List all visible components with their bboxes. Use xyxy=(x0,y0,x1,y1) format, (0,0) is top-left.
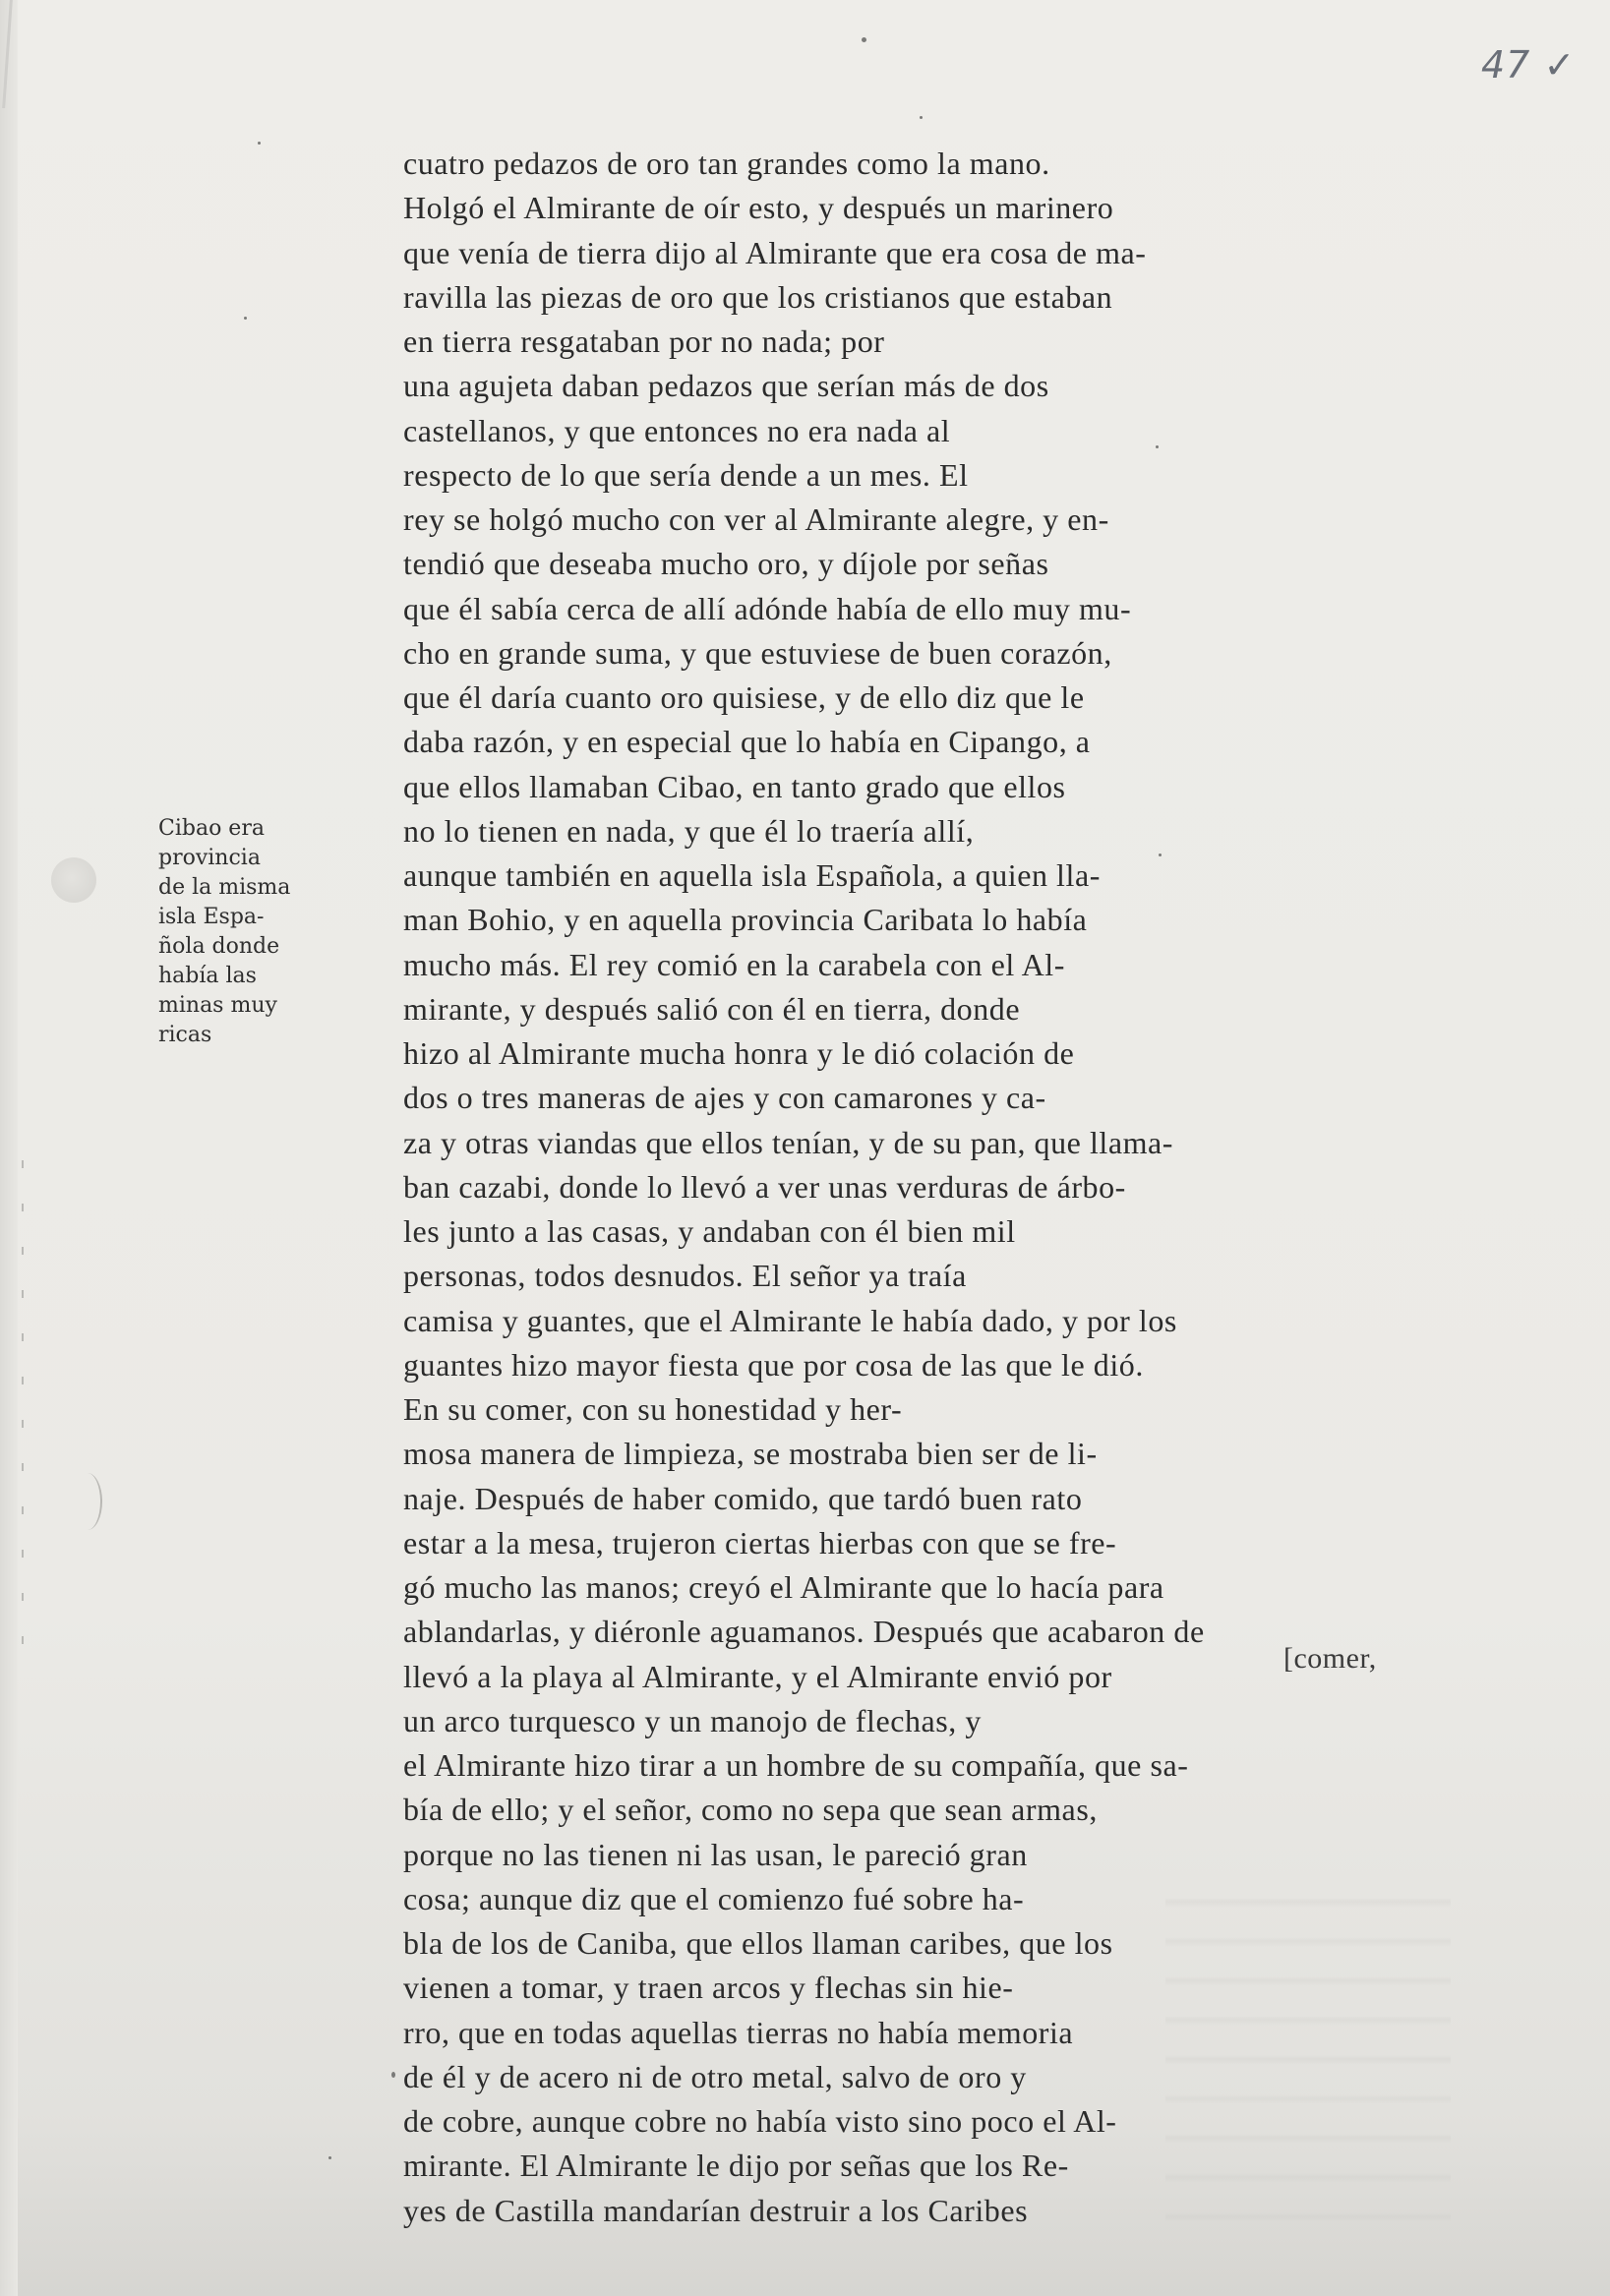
margin-note-line: minas muy xyxy=(158,993,277,1018)
speck xyxy=(391,2072,395,2078)
text-line: guantes hizo mayor fiesta que por cosa de las que le dió. xyxy=(403,1346,1144,1383)
text-line: cosa; aunque diz que el comienzo fué sobre ha- xyxy=(403,1880,1025,1916)
text-line: de él y de acero ni de otro metal, salvo de oro y xyxy=(403,2058,1027,2094)
text-line: rro, que en todas aquellas tierras no había memoria xyxy=(403,2014,1074,2050)
check-mark-icon: ✓ xyxy=(1543,43,1577,87)
text-line: ravilla las piezas de oro que los cristianos que estaban xyxy=(403,278,1113,315)
text-line: mucho más. El rey comió en la carabela con el Al- xyxy=(403,946,1065,982)
text-line: mirante. El Almirante le dijo por señas que los Re- xyxy=(403,2148,1069,2184)
text-line: una agujeta daban pedazos que serían más de dos xyxy=(403,368,1049,404)
speck xyxy=(258,142,261,145)
text-line: cuatro pedazos de oro tan grandes como la mano. xyxy=(403,146,1050,181)
punch-hole xyxy=(51,857,96,903)
margin-note-line: provincia xyxy=(158,846,261,870)
text-line: un arco turquesco y un manojo de flechas, y xyxy=(403,1702,982,1738)
text-line: que él sabía cerca de allí adónde había de ello muy mu- xyxy=(403,590,1132,626)
margin-note-line: ricas xyxy=(158,1023,212,1047)
margin-note-line: isla Espa- xyxy=(158,905,265,929)
text-line: mosa manera de limpieza, se mostraba bien ser de li- xyxy=(403,1436,1098,1472)
text-line: el Almirante hizo tirar a un hombre de su compañía, que sa- xyxy=(403,1747,1189,1783)
text-line: cho en grande suma, y que estuviese de buen corazón, xyxy=(403,634,1112,671)
text-line: de cobre, aunque cobre no había visto sino poco el Al- xyxy=(403,2103,1117,2139)
speck xyxy=(244,317,247,320)
text-line: rey se holgó mucho con ver al Almirante alegre, y en- xyxy=(403,501,1109,537)
text-line: za y otras viandas que ellos tenían, y de su pan, que llama- xyxy=(403,1124,1173,1160)
text-line: dos o tres maneras de ajes y con camarones y ca- xyxy=(403,1080,1046,1116)
text-line: que él daría cuanto oro quisiese, y de ello diz que le xyxy=(403,679,1085,715)
text-line: ban cazabi, donde lo llevó a ver unas verduras de árbo- xyxy=(403,1168,1126,1205)
text-line: estar a la mesa, trujeron ciertas hierbas con que se fre- xyxy=(403,1524,1117,1560)
text-line: vienen a tomar, y traen arcos y flechas sin hie- xyxy=(403,1970,1014,2006)
page-number-value: 47 xyxy=(1481,43,1531,87)
text-line: aunque también en aquella isla Española, a quien lla- xyxy=(403,857,1101,893)
body-text xyxy=(403,142,1426,2233)
margin-note-line: había las xyxy=(158,964,257,988)
page-number xyxy=(1481,43,1576,87)
text-line: daba razón, y en especial que lo había en Cipango, a xyxy=(403,724,1091,760)
text-line: bla de los de Caniba, que ellos llaman caribes, que los xyxy=(403,1925,1113,1961)
text-line: que ellos llamaban Cibao, en tanto grado que ellos xyxy=(403,768,1066,804)
text-line: naje. Después de haber comido, que tardó buen rato xyxy=(403,1480,1083,1516)
text-line: personas, todos desnudos. El señor ya traía xyxy=(403,1258,967,1294)
text-line: en tierra resgataban por no nada; por xyxy=(403,324,885,359)
text-line: les junto a las casas, y andaban con él bien mil xyxy=(403,1213,1016,1249)
page-left-edge xyxy=(0,0,18,2296)
text-line: castellanos, y que entonces no era nada al xyxy=(403,412,951,448)
text-line: camisa y guantes, que el Almirante le había dado, y por los xyxy=(403,1302,1177,1338)
text-line: no lo tienen en nada, y que él lo traería allí, xyxy=(403,812,975,849)
text-line: porque no las tienen ni las usan, le pareció gran xyxy=(403,1836,1028,1872)
text-line: tendió que deseaba mucho oro, y díjole por señas xyxy=(403,546,1049,582)
edge-ticks xyxy=(22,1160,24,1672)
margin-note-line: Cibao era xyxy=(158,816,265,841)
text-line: que venía de tierra dijo al Almirante que era cosa de ma- xyxy=(403,234,1147,270)
text-line: llevó a la playa al Almirante, y el Almirante envió por xyxy=(403,1658,1112,1694)
margin-note-line: ñola donde xyxy=(158,934,280,959)
punch-hole xyxy=(73,1473,102,1530)
text-line: man Bohio, y en aquella provincia Caribata lo había xyxy=(403,902,1088,938)
margin-note-line: de la misma xyxy=(158,875,291,900)
text-line: gó mucho las manos; creyó el Almirante que lo hacía para xyxy=(403,1569,1164,1605)
text-line: bía de ello; y el señor, como no sepa que sean armas, xyxy=(403,1792,1098,1828)
speck xyxy=(920,116,923,119)
text-line: ablandarlas, y diéronle aguamanos. Después que acabaron de xyxy=(403,1614,1205,1650)
text-line: yes de Castilla mandarían destruir a los Caribes xyxy=(403,2192,1029,2228)
text-line: hizo al Almirante mucha honra y le dió colación de xyxy=(403,1035,1075,1071)
text-line: mirante, y después salió con él en tierra, donde xyxy=(403,990,1021,1027)
text-line: Holgó el Almirante de oír esto, y después un marinero xyxy=(403,190,1114,226)
speck xyxy=(862,37,866,42)
text-line: respecto de lo que sería dende a un mes. El xyxy=(403,456,969,493)
text-line: En su comer, con su honestidad y her- xyxy=(403,1391,903,1427)
insertion-note: [comer, xyxy=(1283,1642,1377,1675)
margin-note xyxy=(158,814,316,1050)
speck xyxy=(328,2156,331,2159)
